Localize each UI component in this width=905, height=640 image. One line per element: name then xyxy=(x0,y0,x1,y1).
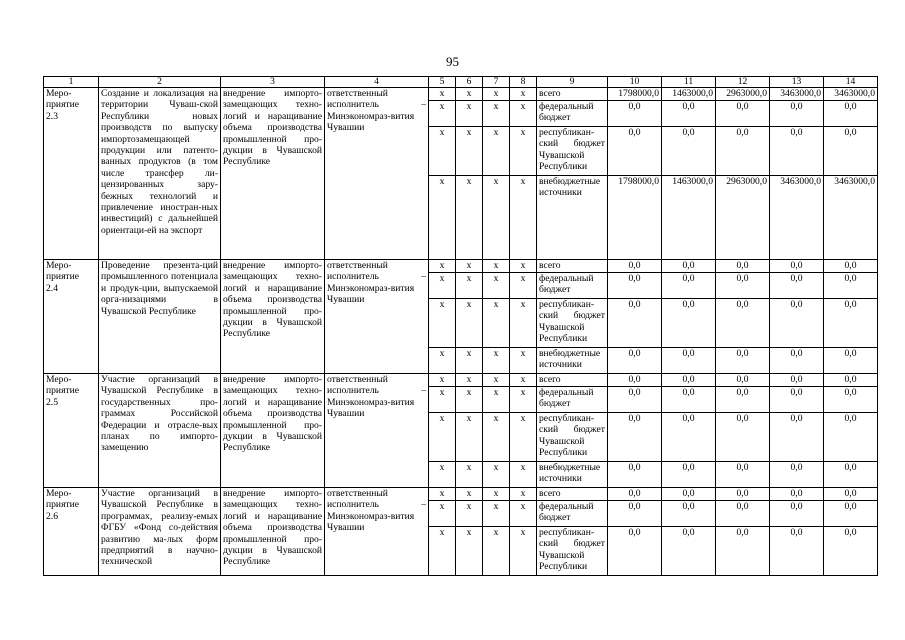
amount-cell-v10: 1798000,0 xyxy=(608,88,662,101)
amount-cell-v13: 0,0 xyxy=(770,387,824,413)
amount-cell-v11: 0,0 xyxy=(662,488,716,501)
amount-cell-v10: 0,0 xyxy=(608,260,662,273)
amount-cell-v11: 0,0 xyxy=(662,527,716,576)
amount-cell-v10: 0,0 xyxy=(608,299,662,348)
code-cell-c5: x xyxy=(429,462,456,488)
amount-cell-v11: 0,0 xyxy=(662,101,716,127)
funding-source: республикан-ский бюджет Чувашской Республики xyxy=(537,413,608,462)
amount-cell-v10: 0,0 xyxy=(608,413,662,462)
amount-cell-v10: 0,0 xyxy=(608,527,662,576)
code-cell-c8: x xyxy=(510,387,537,413)
amount-cell-v13: 3463000,0 xyxy=(770,88,824,101)
amount-cell-v11: 1463000,0 xyxy=(662,88,716,101)
code-cell-c7: x xyxy=(483,127,510,176)
amount-cell-v12: 0,0 xyxy=(716,527,770,576)
code-cell-c5: x xyxy=(429,101,456,127)
code-cell-c5: x xyxy=(429,127,456,176)
code-cell-c6: x xyxy=(456,413,483,462)
amount-cell-v12: 0,0 xyxy=(716,501,770,527)
code-cell-c8: x xyxy=(510,260,537,273)
column-header-9: 9 xyxy=(537,77,608,88)
code-cell-c6: x xyxy=(456,299,483,348)
amount-cell-v14: 0,0 xyxy=(824,462,878,488)
amount-cell-v11: 0,0 xyxy=(662,127,716,176)
amount-cell-v14: 3463000,0 xyxy=(824,176,878,260)
code-cell-c8: x xyxy=(510,374,537,387)
code-cell-c5: x xyxy=(429,299,456,348)
code-cell-c7: x xyxy=(483,488,510,501)
funding-source: внебюджетные источники xyxy=(537,176,608,260)
amount-cell-v13: 0,0 xyxy=(770,101,824,127)
event-target: внедрение импорто-замещающих техно-логий и наращивание объема производства промышленной про-дукции в Чувашской Республике xyxy=(221,374,325,488)
event-executor: ответственный исполнитель – Минэкономраз-вития Чувашии xyxy=(325,88,429,260)
amount-cell-v13: 0,0 xyxy=(770,260,824,273)
column-header-8: 8 xyxy=(510,77,537,88)
event-name: Участие организаций в Чувашской Республике в программах, реализу-емых ФГБУ «Фонд со-действия развитию ма-лых форм предприятий в научно-технической xyxy=(99,488,221,576)
code-cell-c8: x xyxy=(510,462,537,488)
funding-source: республикан-ский бюджет Чувашской Республики xyxy=(537,127,608,176)
amount-cell-v10: 0,0 xyxy=(608,273,662,299)
code-cell-c5: x xyxy=(429,488,456,501)
amount-cell-v14: 0,0 xyxy=(824,501,878,527)
amount-cell-v14: 0,0 xyxy=(824,260,878,273)
amount-cell-v11: 1463000,0 xyxy=(662,176,716,260)
amount-cell-v14: 0,0 xyxy=(824,273,878,299)
funding-source: всего xyxy=(537,488,608,501)
amount-cell-v11: 0,0 xyxy=(662,348,716,374)
funding-source: всего xyxy=(537,88,608,101)
amount-cell-v13: 0,0 xyxy=(770,488,824,501)
amount-cell-v10: 0,0 xyxy=(608,374,662,387)
funding-source: внебюджетные источники xyxy=(537,462,608,488)
code-cell-c6: x xyxy=(456,462,483,488)
code-cell-c5: x xyxy=(429,374,456,387)
amount-cell-v12: 2963000,0 xyxy=(716,88,770,101)
amount-cell-v13: 0,0 xyxy=(770,501,824,527)
code-cell-c6: x xyxy=(456,101,483,127)
code-cell-c5: x xyxy=(429,387,456,413)
column-header-2: 2 xyxy=(99,77,221,88)
column-header-3: 3 xyxy=(221,77,325,88)
code-cell-c8: x xyxy=(510,88,537,101)
funding-source: всего xyxy=(537,374,608,387)
table-row xyxy=(44,260,878,273)
amount-cell-v13: 0,0 xyxy=(770,348,824,374)
code-cell-c8: x xyxy=(510,527,537,576)
amount-cell-v13: 0,0 xyxy=(770,299,824,348)
amount-cell-v12: 0,0 xyxy=(716,101,770,127)
amount-cell-v10: 0,0 xyxy=(608,348,662,374)
event-executor: ответственный исполнитель – Минэкономраз-вития Чувашии xyxy=(325,260,429,374)
amount-cell-v13: 0,0 xyxy=(770,462,824,488)
code-cell-c7: x xyxy=(483,260,510,273)
amount-cell-v13: 0,0 xyxy=(770,127,824,176)
event-code: Меро- приятие 2.6 xyxy=(44,488,99,576)
code-cell-c7: x xyxy=(483,299,510,348)
code-cell-c8: x xyxy=(510,413,537,462)
code-cell-c8: x xyxy=(510,176,537,260)
code-cell-c5: x xyxy=(429,260,456,273)
column-header-7: 7 xyxy=(483,77,510,88)
code-cell-c5: x xyxy=(429,501,456,527)
code-cell-c6: x xyxy=(456,88,483,101)
amount-cell-v14: 0,0 xyxy=(824,374,878,387)
amount-cell-v10: 0,0 xyxy=(608,101,662,127)
code-cell-c5: x xyxy=(429,176,456,260)
amount-cell-v14: 0,0 xyxy=(824,348,878,374)
funding-source: республикан-ский бюджет Чувашской Республики xyxy=(537,299,608,348)
event-executor: ответственный исполнитель – Минэкономраз-вития Чувашии xyxy=(325,374,429,488)
amount-cell-v14: 3463000,0 xyxy=(824,88,878,101)
code-cell-c8: x xyxy=(510,273,537,299)
amount-cell-v10: 0,0 xyxy=(608,387,662,413)
amount-cell-v12: 0,0 xyxy=(716,348,770,374)
amount-cell-v14: 0,0 xyxy=(824,387,878,413)
amount-cell-v12: 0,0 xyxy=(716,273,770,299)
event-code: Меро- приятие 2.4 xyxy=(44,260,99,374)
event-code: Меро- приятие 2.5 xyxy=(44,374,99,488)
funding-source: федеральный бюджет xyxy=(537,273,608,299)
code-cell-c5: x xyxy=(429,273,456,299)
column-header-14: 14 xyxy=(824,77,878,88)
amount-cell-v11: 0,0 xyxy=(662,501,716,527)
amount-cell-v11: 0,0 xyxy=(662,299,716,348)
amount-cell-v10: 0,0 xyxy=(608,462,662,488)
code-cell-c5: x xyxy=(429,88,456,101)
code-cell-c7: x xyxy=(483,413,510,462)
amount-cell-v11: 0,0 xyxy=(662,413,716,462)
table-row xyxy=(44,88,878,101)
amount-cell-v12: 2963000,0 xyxy=(716,176,770,260)
amount-cell-v14: 0,0 xyxy=(824,488,878,501)
code-cell-c6: x xyxy=(456,348,483,374)
column-header-4: 4 xyxy=(325,77,429,88)
amount-cell-v10: 0,0 xyxy=(608,127,662,176)
column-header-13: 13 xyxy=(770,77,824,88)
amount-cell-v14: 0,0 xyxy=(824,127,878,176)
code-cell-c6: x xyxy=(456,488,483,501)
event-name: Создание и локализация на территории Чуваш-ской Республики новых производств по выпуску импортозамещающей продукции или патенто-ванных продуктов (в том числе трансфер ли-цензированных зару-бежных технологий и привлечение иностран-ных инвестиций) с дальнейшей ориентаци-ей на экспорт xyxy=(99,88,221,260)
column-header-12: 12 xyxy=(716,77,770,88)
code-cell-c7: x xyxy=(483,527,510,576)
amount-cell-v14: 0,0 xyxy=(824,527,878,576)
amount-cell-v12: 0,0 xyxy=(716,488,770,501)
code-cell-c7: x xyxy=(483,387,510,413)
amount-cell-v13: 0,0 xyxy=(770,374,824,387)
amount-cell-v11: 0,0 xyxy=(662,462,716,488)
amount-cell-v12: 0,0 xyxy=(716,299,770,348)
amount-cell-v12: 0,0 xyxy=(716,387,770,413)
budget-table-body xyxy=(44,77,878,576)
amount-cell-v13: 0,0 xyxy=(770,273,824,299)
amount-cell-v12: 0,0 xyxy=(716,127,770,176)
code-cell-c7: x xyxy=(483,273,510,299)
code-cell-c8: x xyxy=(510,299,537,348)
code-cell-c8: x xyxy=(510,501,537,527)
code-cell-c8: x xyxy=(510,127,537,176)
event-target: внедрение импорто-замещающих техно-логий и наращивание объема производства промышленной про-дукции в Чувашской Республике xyxy=(221,260,325,374)
code-cell-c6: x xyxy=(456,374,483,387)
column-header-1: 1 xyxy=(44,77,99,88)
funding-source: федеральный бюджет xyxy=(537,501,608,527)
column-header-6: 6 xyxy=(456,77,483,88)
code-cell-c6: x xyxy=(456,176,483,260)
code-cell-c5: x xyxy=(429,348,456,374)
amount-cell-v11: 0,0 xyxy=(662,374,716,387)
budget-table xyxy=(43,76,878,576)
amount-cell-v11: 0,0 xyxy=(662,387,716,413)
amount-cell-v13: 0,0 xyxy=(770,413,824,462)
event-name: Проведение презента-ций промышленного потенциала и продук-ции, выпускаемой орга-низациями в Чувашской Республике xyxy=(99,260,221,374)
funding-source: внебюджетные источники xyxy=(537,348,608,374)
funding-source: федеральный бюджет xyxy=(537,387,608,413)
code-cell-c7: x xyxy=(483,101,510,127)
amount-cell-v12: 0,0 xyxy=(716,260,770,273)
code-cell-c8: x xyxy=(510,488,537,501)
amount-cell-v13: 3463000,0 xyxy=(770,176,824,260)
code-cell-c7: x xyxy=(483,374,510,387)
event-name: Участие организаций в Чувашской Республике в государственных про-граммах Российской Федерации и отрасле-вых планах по импорто-замещению xyxy=(99,374,221,488)
code-cell-c7: x xyxy=(483,462,510,488)
code-cell-c8: x xyxy=(510,348,537,374)
amount-cell-v14: 0,0 xyxy=(824,101,878,127)
amount-cell-v11: 0,0 xyxy=(662,273,716,299)
amount-cell-v14: 0,0 xyxy=(824,413,878,462)
code-cell-c6: x xyxy=(456,127,483,176)
code-cell-c6: x xyxy=(456,387,483,413)
code-cell-c7: x xyxy=(483,176,510,260)
amount-cell-v12: 0,0 xyxy=(716,374,770,387)
event-target: внедрение импорто-замещающих техно-логий и наращивание объема производства промышленной про-дукции в Чувашской Республике xyxy=(221,488,325,576)
funding-source: всего xyxy=(537,260,608,273)
event-code: Меро- приятие 2.3 xyxy=(44,88,99,260)
column-header-5: 5 xyxy=(429,77,456,88)
amount-cell-v14: 0,0 xyxy=(824,299,878,348)
code-cell-c8: x xyxy=(510,101,537,127)
amount-cell-v10: 0,0 xyxy=(608,501,662,527)
column-header-11: 11 xyxy=(662,77,716,88)
page-number: 95 xyxy=(446,54,459,69)
code-cell-c6: x xyxy=(456,527,483,576)
code-cell-c6: x xyxy=(456,273,483,299)
column-header-row xyxy=(44,77,878,88)
column-header-10: 10 xyxy=(608,77,662,88)
amount-cell-v11: 0,0 xyxy=(662,260,716,273)
code-cell-c7: x xyxy=(483,501,510,527)
code-cell-c5: x xyxy=(429,527,456,576)
code-cell-c6: x xyxy=(456,501,483,527)
funding-source: республикан-ский бюджет Чувашской Республики xyxy=(537,527,608,576)
amount-cell-v13: 0,0 xyxy=(770,527,824,576)
code-cell-c7: x xyxy=(483,88,510,101)
table-row xyxy=(44,374,878,387)
event-target: внедрение импорто-замещающих техно-логий и наращивание объема производства промышленной про-дукции в Чувашской Республике xyxy=(221,88,325,260)
code-cell-c7: x xyxy=(483,348,510,374)
amount-cell-v12: 0,0 xyxy=(716,413,770,462)
code-cell-c6: x xyxy=(456,260,483,273)
amount-cell-v12: 0,0 xyxy=(716,462,770,488)
amount-cell-v10: 1798000,0 xyxy=(608,176,662,260)
amount-cell-v10: 0,0 xyxy=(608,488,662,501)
table-row xyxy=(44,488,878,501)
funding-source: федеральный бюджет xyxy=(537,101,608,127)
event-executor: ответственный исполнитель – Минэкономраз-вития Чувашии xyxy=(325,488,429,576)
code-cell-c5: x xyxy=(429,413,456,462)
